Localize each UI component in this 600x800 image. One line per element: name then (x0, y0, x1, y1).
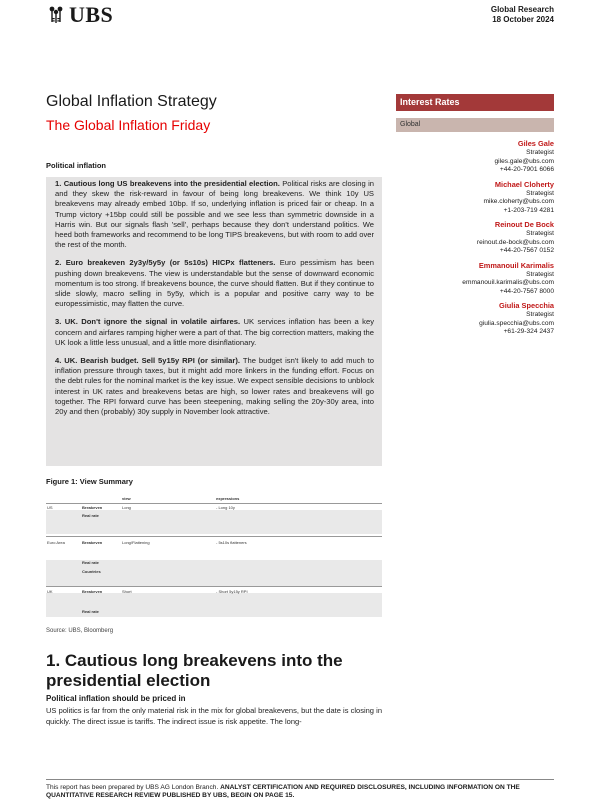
author-role: Strategist (526, 230, 554, 237)
author-email[interactable]: mike.cloherty@ubs.com (483, 198, 554, 205)
table-view: Long (122, 505, 131, 510)
table-view: Long/Flattening (122, 540, 150, 545)
author-email[interactable]: emmanouil.karimalis@ubs.com (462, 279, 554, 286)
author-phone: +44-20-7901 6066 (499, 166, 554, 173)
table-region: UK (47, 589, 53, 594)
table-type: Breakeven (82, 589, 103, 594)
view-body: Political risks are closing in and they skew the risk-reward in favour of being long breakevens. We think 10y US breakevens may already embed 10bp. If so, underlying inflation is priced fair or cheap. In a Trump victory +15bp could still be possible and we see less than symmetric downside in a Harris win. But our signals flash 'sell', perhaps because they don't understand politics. We heed both frameworks and recommend to be long TIPS breakevens, but with room to add over the rest of the month. (55, 179, 374, 250)
author-name: Emmanouil Karimalis (478, 260, 554, 270)
region-label: Global (396, 118, 554, 132)
author-email[interactable]: reinout.de-bock@ubs.com (476, 238, 554, 246)
table-type: Countries (82, 569, 101, 574)
author-card (354, 261, 554, 297)
author-list (354, 139, 554, 342)
view-heading: 3. UK. Don't ignore the signal in volatile airfares. (55, 317, 241, 327)
view-body: Euro pessimism has been pushing down breakevens. The view is understandable but the sense of downward economic momentum is too strong. If breakevens bounce, the curve should flatten. But if they continue to slide slowly, macro selling in 5y5y, which is a popular and positive carry way to be europessimistic, may flatten the curve. (55, 258, 374, 309)
table-view: Short (122, 589, 132, 594)
view-body: The budget isn't likely to add much to inflation pressure through taxes, but it might add more linkers in the funding effort. Focus on the debt rules for the nominal market is the key issue. We expect sensible decisions to unblock interest in UK rates and breakevens betas are high, so lower rates and breakevens will go together. The RPI forward curve has been steepening, making selling the 20y-30y area, into 20y and then (probably) 30y supply in November look attractive. (55, 356, 375, 417)
author-card (354, 139, 554, 175)
table-expression: - 5s10s flatteners (216, 540, 247, 545)
table-rule (46, 586, 382, 587)
author-card (354, 220, 554, 256)
view-heading: 4. UK. Bearish budget. Sell 5y15y RPI (or similar). (55, 356, 240, 366)
table-type: Real rate (82, 560, 99, 565)
author-card (354, 301, 554, 337)
author-phone: +61-29-324 2437 (503, 328, 554, 335)
table-rule (46, 536, 382, 537)
author-role: Strategist (526, 189, 554, 197)
section-heading: Political inflation (46, 161, 107, 170)
brand-name: UBS (69, 2, 114, 27)
table-type: Breakeven (82, 540, 103, 545)
figure-title: Figure 1: View Summary (46, 477, 133, 486)
footer-divider (46, 779, 554, 780)
publisher: Global Research (490, 5, 554, 14)
view-paragraph (55, 179, 374, 250)
footer-text: This report has been prepared by UBS AG London Branch. (46, 784, 221, 791)
disclosure-footer (46, 784, 554, 800)
footer-disclosure-link[interactable]: ANALYST CERTIFICATION AND REQUIRED DISCLOSURES, INCLUDING INFORMATION ON THE QUANTITATIVE RESEARCH REVIEW PUBLISHED BY UBS, BEGIN ON PAGE 15. (46, 784, 520, 799)
section-1-heading: 1. Cautious long breakevens into the presidential election (46, 651, 343, 690)
table-type: Breakeven (82, 505, 103, 510)
ubs-keys-icon (46, 5, 66, 25)
table-region: Euro Area (47, 540, 65, 545)
document-subtitle: The Global Inflation Friday (46, 117, 211, 133)
author-name: Giulia Specchia (498, 301, 554, 310)
author-name: Reinout De Bock (494, 220, 554, 229)
author-phone: +1-203-719 4281 (503, 206, 554, 214)
view-summary-table (46, 494, 382, 618)
table-expression: - Long 10y (216, 505, 235, 510)
report-date: 18 October 2024 (492, 15, 554, 24)
table-type: Real rate (82, 609, 99, 614)
author-name: Michael Cloherty (494, 179, 554, 189)
key-views-box (46, 177, 382, 466)
author-role: Strategist (526, 270, 554, 278)
view-body: UK services inflation has been a key concern and airfares ramping higher were a part of that. The big correction matters, making the UK look a little less unusual, and a little more disinflationary. (55, 317, 374, 347)
section-1-text: US politics is far from the only material risk in the mix for global breakevens, but the date is closing in quickly. The direct issue is tariffs. The indirect issue is risk appetite. The long- (46, 706, 382, 726)
author-phone: +44-20-7567 0152 (499, 247, 554, 254)
table-region: US (47, 505, 53, 510)
column-header-view: view (122, 496, 131, 501)
author-name: Giles Gale (517, 139, 554, 148)
table-type: Real rate (82, 513, 99, 518)
author-phone: +44-20-7567 8000 (499, 287, 554, 295)
ubs-logo (46, 3, 113, 27)
view-heading: 1. Cautious long US breakevens into the presidential election. (55, 179, 280, 188)
section-1-subheading: Political inflation should be priced in (46, 694, 186, 703)
column-header-expressions: expressions (216, 496, 240, 501)
view-paragraph (55, 356, 374, 417)
author-role: Strategist (526, 311, 554, 318)
table-rule (46, 503, 382, 504)
document-title: Global Inflation Strategy (46, 93, 217, 110)
section-label: Interest Rates (396, 94, 554, 111)
author-card (354, 180, 554, 216)
author-email[interactable]: giulia.specchia@ubs.com (479, 319, 554, 327)
author-role: Strategist (526, 149, 554, 156)
view-paragraph (55, 258, 374, 309)
view-heading: 2. Euro breakeven 2y3y/5y5y (or 5s10s) HICPx flatteners. (55, 258, 276, 268)
table-expression: - Short 5y15y RPI (216, 589, 248, 594)
author-email[interactable]: giles.gale@ubs.com (494, 157, 554, 165)
view-paragraph (55, 317, 374, 348)
figure-source: Source: UBS, Bloomberg (46, 628, 114, 634)
report-meta (491, 5, 554, 25)
